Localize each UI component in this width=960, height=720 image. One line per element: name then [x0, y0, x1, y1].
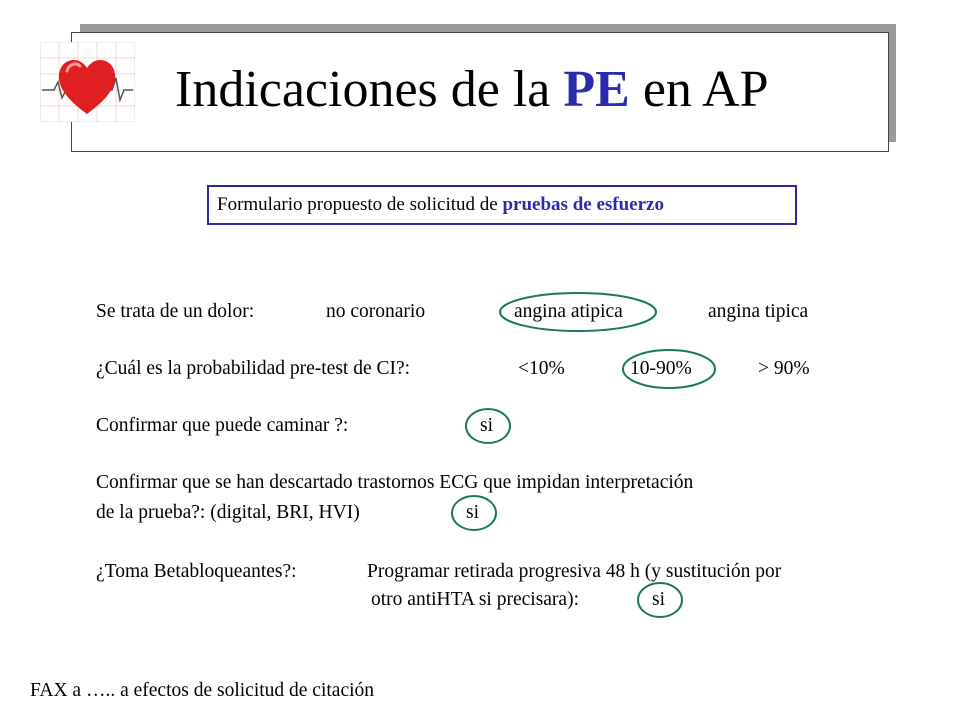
dolor-label: Se trata de un dolor: [96, 301, 255, 322]
oval-10-90 [623, 350, 715, 388]
option-lt-10[interactable]: <10% [518, 358, 565, 379]
caminar-label: Confirmar que puede caminar ?: [96, 415, 349, 436]
option-gt-90[interactable]: > 90% [758, 358, 810, 379]
oval-caminar-si [466, 409, 510, 443]
betabloqueantes-line-1: Programar retirada progresiva 48 h (y sustitución por [367, 561, 782, 582]
ecg-line-2: de la prueba?: (digital, BRI, HVI) [96, 502, 360, 523]
option-10-90[interactable]: 10-90% [630, 358, 692, 379]
oval-angina-atipica [500, 293, 656, 331]
oval-betabloqueantes-si [638, 583, 682, 617]
form-header: Formulario propuesto de solicitud de pruebas de esfuerzo [217, 194, 664, 215]
ecg-answer[interactable]: si [466, 502, 480, 523]
betabloqueantes-line-2: otro antiHTA si precisara): [371, 589, 579, 610]
option-angina-atipica[interactable]: angina atipica [514, 301, 623, 322]
betabloqueantes-label: ¿Toma Betabloqueantes?: [96, 561, 297, 582]
page-title: Indicaciones de la PE en AP [175, 61, 769, 118]
ecg-line-1: Confirmar que se han descartado trastornos ECG que impidan interpretación [96, 472, 694, 493]
probabilidad-label: ¿Cuál es la probabilidad pre-test de CI?: [96, 358, 411, 379]
footer-fax: FAX a ….. a efectos de solicitud de citación [30, 680, 375, 701]
betabloqueantes-answer[interactable]: si [652, 589, 666, 610]
option-no-coronario[interactable]: no coronario [326, 301, 426, 322]
option-angina-tipica[interactable]: angina tipica [708, 301, 809, 322]
title-highlight: PE [563, 61, 630, 118]
caminar-answer[interactable]: si [480, 415, 494, 436]
oval-ecg-si [452, 496, 496, 530]
